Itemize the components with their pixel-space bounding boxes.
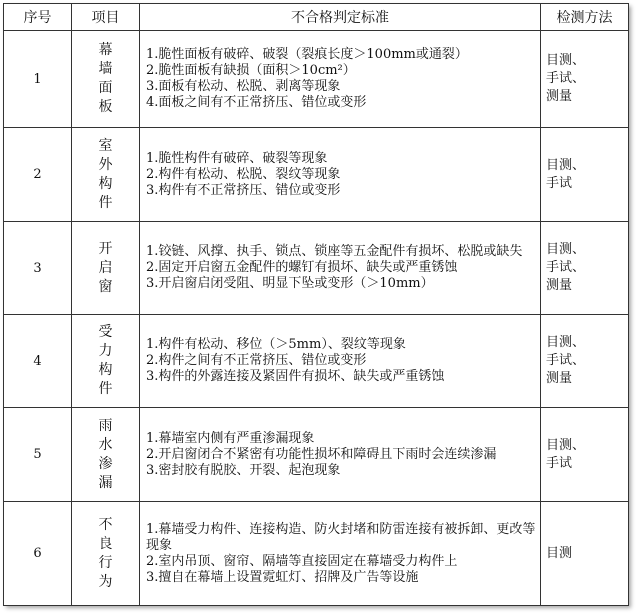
row-criteria — [140, 408, 541, 502]
criteria-line: 2.室内吊顶、窗帘、隔墙等直接固定在幕墙受力构件上 — [146, 553, 458, 569]
row-item: 受力构件 — [98, 324, 113, 397]
criteria-line: 4.面板之间有不正常挤压、错位或变形 — [146, 95, 367, 110]
row-method: 目测、手试 — [546, 437, 586, 471]
criteria-line: 3.开启窗启闭受阻、明显下坠或变形（＞10mm） — [146, 276, 434, 291]
criteria-line: 2.构件之间有不正常挤压、错位或变形 — [146, 353, 367, 368]
criteria-line: 1.构件有松动、移位（＞5mm）、裂纹等现象 — [146, 337, 406, 352]
criteria-line: 3.擅自在幕墙上设置霓虹灯、招牌及广告等设施 — [146, 569, 419, 585]
row-criteria — [140, 128, 541, 222]
table-row — [4, 222, 629, 315]
criteria-line: 2.固定开启窗五金配件的螺钉有损坏、缺失或严重锈蚀 — [146, 260, 458, 275]
row-method: 目测、手试 — [546, 157, 586, 191]
row-criteria — [140, 222, 541, 315]
header-criteria: 不合格判定标准 — [140, 4, 541, 31]
table-row — [4, 31, 629, 128]
criteria-line: 3.面板有松动、松脱、剥离等现象 — [146, 79, 341, 94]
criteria-line: 2.脆性面板有缺损（面积＞10cm²） — [146, 63, 356, 78]
table-frame — [3, 3, 628, 605]
header-item: 项目 — [72, 4, 140, 31]
row-number: 6 — [4, 502, 72, 606]
header-row — [4, 4, 629, 31]
row-item: 室外构件 — [98, 137, 113, 211]
row-criteria — [140, 31, 541, 128]
row-item: 幕墙面板 — [98, 42, 113, 115]
row-number: 5 — [4, 408, 72, 502]
row-method: 目测、手试、测量 — [546, 242, 586, 293]
row-method: 目测、手试、测量 — [546, 335, 586, 386]
row-item: 不良行为 — [98, 516, 113, 590]
row-method: 目测 — [546, 545, 573, 561]
row-item: 雨水渗漏 — [98, 417, 113, 491]
criteria-table — [3, 3, 629, 606]
criteria-line: 2.开启窗闭合不紧密有功能性损坏和障碍且下雨时会连续渗漏 — [146, 446, 497, 462]
table-row — [4, 502, 629, 606]
row-number: 1 — [4, 31, 72, 128]
row-number: 2 — [4, 128, 72, 222]
criteria-line: 1.铰链、风撑、执手、锁点、锁座等五金配件有损坏、松脱或缺失 — [146, 244, 523, 259]
row-method: 目测、手试、测量 — [546, 53, 586, 104]
table-row — [4, 315, 629, 408]
criteria-line: 3.构件的外露连接及紧固件有损坏、缺失或严重锈蚀 — [146, 369, 445, 384]
criteria-line: 3.密封胶有脱胶、开裂、起泡现象 — [146, 462, 341, 478]
header-no: 序号 — [4, 4, 72, 31]
criteria-line: 1.幕墙受力构件、连接构造、防火封堵和防雷连接有被拆卸、更改等现象 — [146, 521, 536, 553]
table-row — [4, 408, 629, 502]
criteria-line: 1.脆性构件有破碎、破裂等现象 — [146, 150, 328, 166]
row-number: 4 — [4, 315, 72, 408]
row-item: 开启窗 — [98, 240, 113, 295]
criteria-line: 3.构件有不正常挤压、错位或变形 — [146, 182, 341, 198]
table-row — [4, 128, 629, 222]
header-method: 检测方法 — [541, 4, 629, 31]
row-criteria — [140, 502, 541, 606]
criteria-line: 2.构件有松动、松脱、裂纹等现象 — [146, 166, 341, 182]
criteria-line: 1.脆性面板有破碎、破裂（裂痕长度＞100mm或通裂） — [146, 47, 468, 62]
criteria-line: 1.幕墙室内侧有严重渗漏现象 — [146, 430, 315, 446]
row-number: 3 — [4, 222, 72, 315]
row-criteria — [140, 315, 541, 408]
